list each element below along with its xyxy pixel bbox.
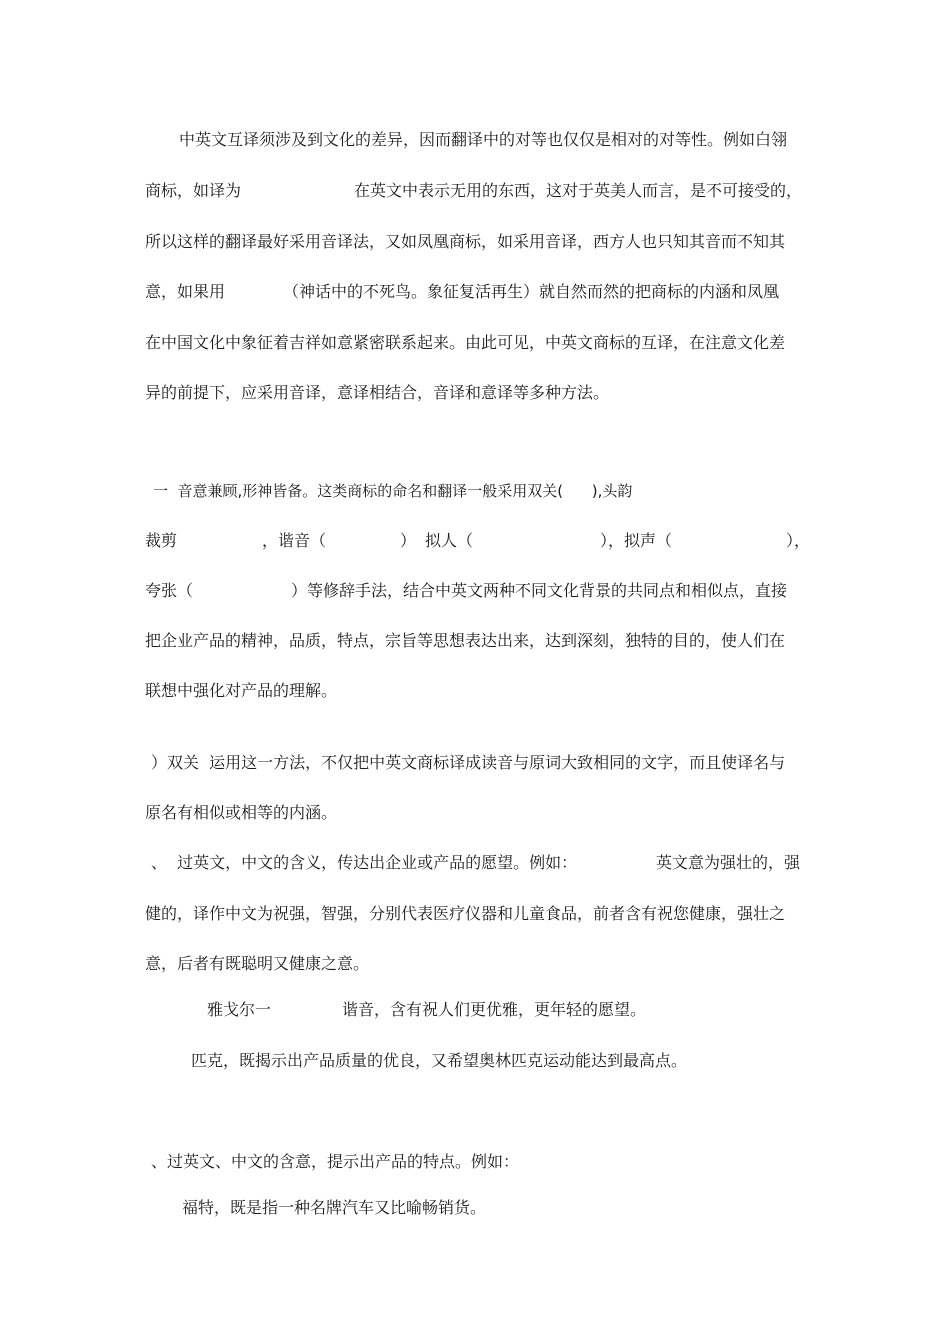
- intro-line-4b: （神话中的不死鸟。象征复活再生）就自然而然的把商标的内涵和凤凰: [283, 282, 780, 301]
- item-1-line-1a: 、 过英文，中文的含义，传达出企业或产品的愿望。例如：: [151, 853, 578, 872]
- item-1-example-2: 匹克，既揭示出产品质量的优良，又希望奥林匹克运动能达到最高点。: [191, 1051, 688, 1070]
- intro-line-4a: 意，如果用: [145, 282, 226, 301]
- item-2-example-1: 福特，既是指一种名牌汽车又比喻畅销货。: [182, 1198, 487, 1217]
- pun-line-1: ）双关 运用这一方法，不仅把中英文商标译成读音与原词大致相同的文字，而且使译名与: [151, 753, 786, 772]
- section-1-heading: 一 音意兼顾,形神皆备。这类商标的命名和翻译一般采用双关( ),头韵: [153, 482, 633, 500]
- section-1-line-5: 联想中强化对产品的理解。: [145, 681, 338, 700]
- item-1-line-2: 健的，译作中文为祝强，智强，分别代表医疗仪器和儿童食品，前者含有祝您健康，强壮之: [145, 904, 786, 923]
- intro-line-2b: 在英文中表示无用的东西，这对于英美人而言，是不可接受的，: [354, 181, 803, 200]
- section-1-line-3a: 夸张（: [145, 581, 194, 600]
- intro-line-6: 异的前提下，应采用音译，意译相结合，音译和意译等多种方法。: [145, 383, 610, 402]
- intro-line-3: 所以这样的翻译最好采用音译法，又如凤凰商标，如采用音译，西方人也只知其音而不知其: [145, 232, 786, 251]
- section-1-line-2d: 拟人（: [425, 531, 474, 550]
- intro-line-5: 在中国文化中象征着吉祥如意紧密联系起来。由此可见，中英文商标的互译，在注意文化差: [145, 333, 786, 352]
- item-1-example-1b: 谐音，含有祝人们更优雅，更年轻的愿望。: [342, 1000, 647, 1019]
- section-1-line-2b: ，谐音（: [262, 531, 327, 550]
- item-2-line-1: 、过英文、中文的含意，提示出产品的特点。例如：: [151, 1152, 520, 1171]
- section-1-line-2e: ），拟声（: [600, 531, 673, 550]
- item-1-example-1a: 雅戈尔一: [207, 1000, 272, 1019]
- pun-line-2: 原名有相似或相等的内涵。: [145, 803, 338, 822]
- item-1-line-1b: 英文意为强壮的，强: [656, 853, 801, 872]
- intro-line-2a: 商标，如译为: [145, 181, 242, 200]
- section-1-line-4: 把企业产品的精神，品质，特点，宗旨等思想表达出来，达到深刻，独特的目的，使人们在: [145, 631, 786, 650]
- intro-line-1: 中英文互译须涉及到文化的差异，因而翻译中的对等也仅仅是相对的对等性。例如白翎: [179, 130, 788, 149]
- section-1-line-2c: ）: [400, 531, 417, 550]
- section-1-line-2f: ），: [786, 531, 811, 550]
- item-1-line-3: 意，后者有既聪明又健康之意。: [145, 954, 370, 973]
- section-1-line-2a: 裁剪: [145, 531, 178, 550]
- section-1-line-3b: ）等修辞手法，结合中英文两种不同文化背景的共同点和相似点，直接: [291, 581, 788, 600]
